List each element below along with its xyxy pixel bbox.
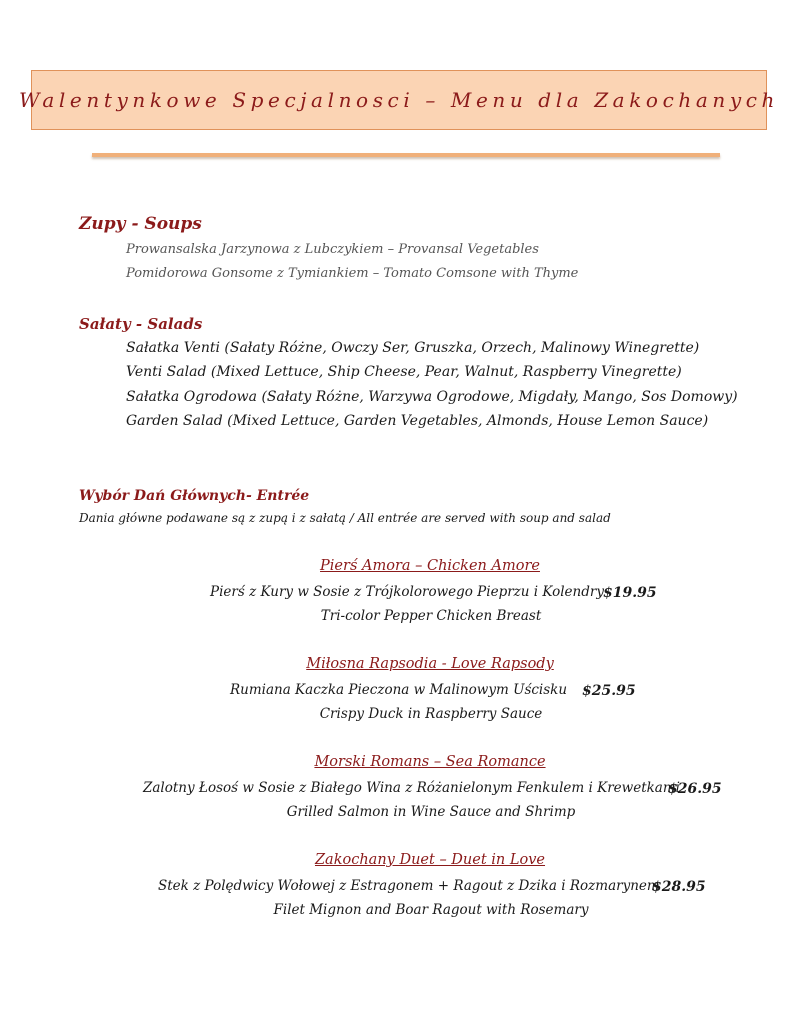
dish-description-polish: Stek z Polędwicy Wołowej z Estragonem + Ragout z Dzika i Rozmarynem [158,878,660,894]
soups-heading: Zupy - Soups [79,214,202,234]
salads-heading: Sałaty - Salads [79,315,203,333]
dish-price: $19.95 [603,585,657,601]
salad-item: Sałatka Venti (Sałaty Różne, Owczy Ser, Gruszka, Orzech, Malinowy Winegrette) [126,340,700,356]
menu-title: Walentynkowe Specjalnosci – Menu dla Zakochanych [18,88,780,112]
dish-description-polish: Zalotny Łosoś w Sosie z Białego Wina z Różanielonym Fenkulem i Krewetkami [143,780,680,796]
dish-description-english: Filet Mignon and Boar Ragout with Rosemary [273,902,589,918]
dish-description-polish: Rumiana Kaczka Pieczona w Malinowym Uścisku [230,682,568,698]
salad-item: Garden Salad (Mixed Lettuce, Garden Vegetables, Almonds, House Lemon Sauce) [126,413,709,429]
dish-price: $25.95 [582,683,636,699]
dish-price: $28.95 [652,879,706,895]
title-divider [92,153,720,157]
title-banner [18,70,780,130]
dish-description-english: Tri-color Pepper Chicken Breast [320,608,542,624]
entree-note: Dania główne podawane są z zupą i z sałatą / All entrée are served with soup and salad [79,511,611,525]
dish-description-english: Grilled Salmon in Wine Sauce and Shrimp [286,804,576,820]
soup-item: Prowansalska Jarzynowa z Lubczykiem – Provansal Vegetables [126,242,539,257]
dish-description-polish: Pierś z Kury w Sosie z Trójkolorowego Pieprzu i Kolendry [210,584,604,600]
dish-title: Zakochany Duet – Duet in Love [314,852,546,868]
dish-title: Pierś Amora – Chicken Amore [320,558,540,574]
salad-item: Venti Salad (Mixed Lettuce, Ship Cheese, Pear, Walnut, Raspberry Vinegrette) [126,364,682,380]
salad-item: Sałatka Ogrodowa (Sałaty Różne, Warzywa Ogrodowe, Migdały, Mango, Sos Domowy) [126,389,738,405]
dish-title: Morski Romans – Sea Romance [314,754,546,770]
entree-heading: Wybór Dań Głównych- Entrée [79,488,310,504]
dish-description-english: Crispy Duck in Raspberry Sauce [319,706,543,722]
dish-title: Miłosna Rapsodia - Love Rapsody [306,656,554,672]
soup-item: Pomidorowa Gonsome z Tymiankiem – Tomato Comsone with Thyme [126,266,579,281]
dish-price: $26.95 [668,781,722,797]
